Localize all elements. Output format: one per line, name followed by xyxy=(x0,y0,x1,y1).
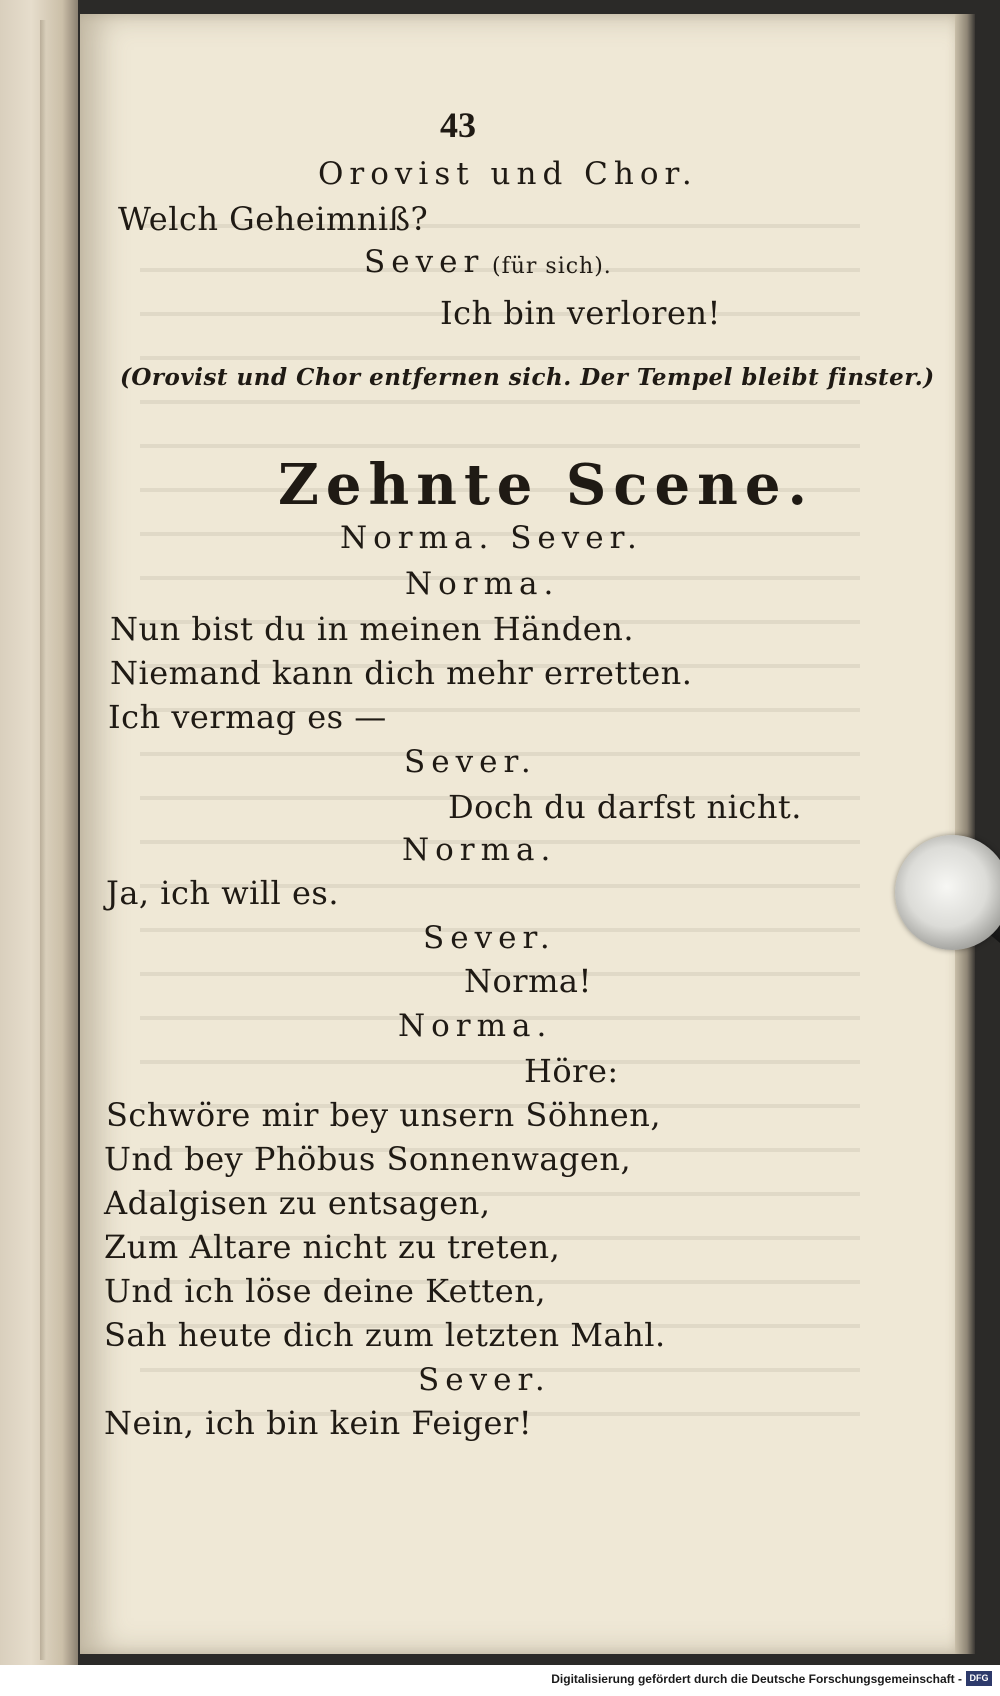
speaker-norma: Norma. xyxy=(398,1008,553,1044)
verse-line: Welch Geheimniß? xyxy=(118,200,429,238)
funding-credit: Digitalisierung gefördert durch die Deutsche Forschungsgemeinschaft - xyxy=(551,1672,962,1686)
verse-line: Norma! xyxy=(464,962,592,1000)
verse-line: Zum Altare nicht zu treten, xyxy=(104,1228,561,1266)
verse-line: Nein, ich bin kein Feiger! xyxy=(104,1404,533,1442)
dfg-logo: DFG xyxy=(966,1671,992,1686)
verse-line: Ja, ich will es. xyxy=(106,874,339,912)
verse-line: Und bey Phöbus Sonnenwagen, xyxy=(104,1140,632,1178)
verse-line: Niemand kann dich mehr erretten. xyxy=(110,654,693,692)
speaker-sever: Sever. xyxy=(418,1362,551,1398)
verse-line: Ich bin verloren! xyxy=(440,294,721,332)
verse-line: Sah heute dich zum letzten Mahl. xyxy=(104,1316,666,1354)
magnifier-lens xyxy=(895,835,1000,950)
page-right-edge xyxy=(955,14,975,1654)
verse-line: Nun bist du in meinen Händen. xyxy=(110,610,634,648)
speaker-norma: Norma. xyxy=(402,832,557,868)
verse-line: Ich vermag es — xyxy=(108,698,387,736)
page-number: 43 xyxy=(440,105,476,145)
scene-title: Zehnte Scene. xyxy=(278,452,814,518)
speaker-norma: Norma. xyxy=(405,566,560,602)
verse-line: Höre: xyxy=(524,1052,619,1090)
speaker-sever: Sever. xyxy=(404,744,537,780)
left-page-fold xyxy=(40,20,46,1660)
stage-direction: (Orovist und Chor entfernen sich. Der Tempel bleibt finster.) xyxy=(120,364,935,391)
verse-line: Adalgisen zu entsagen, xyxy=(104,1184,491,1222)
speaker-sever: Sever. xyxy=(423,920,556,956)
verse-line: Schwöre mir bey unsern Söhnen, xyxy=(106,1096,662,1134)
speaker-orovist-chor: Orovist und Chor. xyxy=(318,156,698,192)
characters-line: Norma. Sever. xyxy=(340,520,643,556)
verse-line: Und ich löse deine Ketten, xyxy=(104,1272,546,1310)
speaker-sever: Sever xyxy=(364,244,485,280)
left-page-edge xyxy=(0,0,78,1665)
verse-line: Doch du darfst nicht. xyxy=(448,788,802,826)
stage-aside: (für sich). xyxy=(492,254,612,279)
